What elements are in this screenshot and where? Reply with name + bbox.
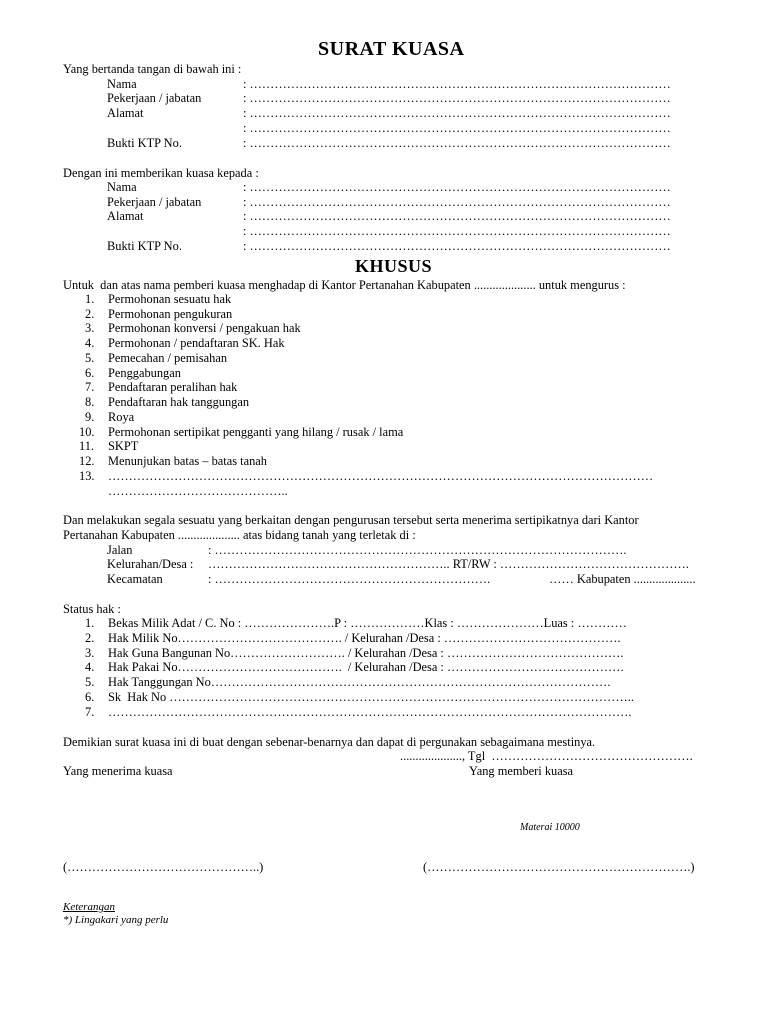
penerima-alamat-label: Alamat [107, 209, 144, 223]
khusus-intro: Untuk dan atas nama pemberi kuasa menghadap di Kantor Pertanahan Kabupaten .................... untuk mengurus : [63, 278, 626, 292]
penerima-nama-value: : ………………………………………………………………………………………… [243, 180, 671, 194]
list-item: Bekas Milik Adat / C. No : ………………….P : ………………Klas : …………………Luas : ………… [108, 616, 627, 630]
list-item: Hak Tanggungan No……………………………………………………………………………………. [108, 675, 611, 689]
list-item: Permohonan sertipikat pengganti yang hilang / rusak / lama [108, 425, 404, 439]
list-item: Pendaftaran peralihan hak [108, 380, 238, 394]
pemberi-pekerjaan-value: : ………………………………………………………………………………………… [243, 91, 671, 105]
lokasi-line1: Dan melakukan segala sesuatu yang berkaitan dengan pengurusan tersebut serta menerima sertipikatnya dari Kantor [63, 513, 639, 527]
list-item: Permohonan sesuatu hak [108, 292, 232, 306]
page-title: SURAT KUASA [318, 38, 465, 60]
list-item-num: 8. [85, 395, 95, 409]
list-item-num: 9. [85, 410, 95, 424]
list-item: …………………………………………………………………………………………………………………… [108, 469, 654, 483]
list-item-num: 4. [85, 336, 95, 350]
penerima-alamat-value: : ………………………………………………………………………………………… [243, 209, 671, 223]
kecamatan-value: : …………………………………………………………. [208, 572, 491, 586]
keterangan-label: Keterangan [63, 901, 115, 913]
pemberi-sign-label: Yang memberi kuasa [469, 764, 574, 778]
signature-left: (………………………………………..) [63, 860, 264, 874]
penerima-ktp-value: : ………………………………………………………………………………………… [243, 239, 671, 253]
list-item: Roya [108, 410, 135, 424]
penerima-sign-label: Yang menerima kuasa [63, 764, 173, 778]
list-item: Permohonan konversi / pengakuan hak [108, 321, 301, 335]
penerima-alamat2-value: : ………………………………………………………………………………………… [243, 224, 671, 238]
list-item: SKPT [108, 439, 139, 453]
list-item-num: 10. [79, 425, 95, 439]
list-item: Penggabungan [108, 366, 181, 380]
list-item-num: 7. [85, 705, 95, 719]
lokasi-line2: Pertanahan Kabupaten .................... atas bidang tanah yang terletak di : [63, 528, 416, 542]
list-item: Hak Milik No…………………………………. / Kelurahan /Desa : ……………………………………. [108, 631, 621, 645]
list-item-num: 5. [85, 351, 95, 365]
kecamatan-label: Kecamatan [107, 572, 163, 586]
jalan-label: Jalan [107, 543, 133, 557]
materai-label: Materai 10000 [520, 822, 580, 833]
pemberi-alamat-value: : ………………………………………………………………………………………… [243, 106, 671, 120]
list-item-num: 3. [85, 321, 95, 335]
pemberi-ktp-label: Bukti KTP No. [107, 136, 182, 150]
list-item-num: 2. [85, 631, 95, 645]
khusus-heading: KHUSUS [355, 256, 433, 276]
list-item: Sk Hak No ………………………………………………………………………………………………….. [108, 690, 634, 704]
list-item-num: 12. [79, 454, 95, 468]
list-item-num: 11. [79, 439, 95, 453]
list-item: Pemecahan / pemisahan [108, 351, 228, 365]
list-item: Menunjukan batas – batas tanah [108, 454, 267, 468]
pemberi-nama-label: Nama [107, 77, 137, 91]
penerima-ktp-label: Bukti KTP No. [107, 239, 182, 253]
pemberi-ktp-value: : ………………………………………………………………………………………… [243, 136, 671, 150]
pemberi-nama-value: : ………………………………………………………………………………………… [243, 77, 671, 91]
list-item-num: 5. [85, 675, 95, 689]
list-item-num: 13. [79, 469, 95, 483]
list-item: Permohonan / pendaftaran SK. Hak [108, 336, 285, 350]
list-item: Hak Pakai No…………………………………. / Kelurahan /Desa : ……………………………………. [108, 660, 624, 674]
date-line: ...................., Tgl …………………………………………. [400, 749, 693, 763]
penerima-nama-label: Nama [107, 180, 137, 194]
closing-statement: Demikian surat kuasa ini di buat dengan sebenar-benarnya dan dapat di pergunakan sebagaimana mestinya. [63, 735, 596, 749]
pemberi-pekerjaan-label: Pekerjaan / jabatan [107, 91, 202, 105]
kelurahan-label: Kelurahan/Desa : [107, 557, 194, 571]
list-item-num: 7. [85, 380, 95, 394]
list-item-num: 4. [85, 660, 95, 674]
list-item: ………………………………………………………………………………………………………………. [108, 705, 632, 719]
list-item-num: 3. [85, 646, 95, 660]
pemberi-intro: Yang bertanda tangan di bawah ini : [63, 62, 242, 76]
kelurahan-value: ………………………………………………….. RT/RW : ………………………………………. [208, 557, 689, 571]
penerima-pekerjaan-label: Pekerjaan / jabatan [107, 195, 202, 209]
signature-right: (……………………………………………………….) [423, 860, 695, 874]
pemberi-alamat2-value: : ………………………………………………………………………………………… [243, 121, 671, 135]
list-item: Permohonan pengukuran [108, 307, 233, 321]
penerima-intro: Dengan ini memberikan kuasa kepada : [63, 166, 259, 180]
keterangan-note: *) Lingakari yang perlu [63, 914, 169, 926]
list-item-num: 2. [85, 307, 95, 321]
kabupaten-value: …… Kabupaten .................... [549, 572, 696, 586]
penerima-pekerjaan-value: : ………………………………………………………………………………………… [243, 195, 671, 209]
list-item: Pendaftaran hak tanggungan [108, 395, 250, 409]
list-item-num: 1. [85, 616, 95, 630]
list-item-num: 6. [85, 690, 95, 704]
jalan-value: : ………………………………………………………………………………………. [208, 543, 627, 557]
list-item-num: 1. [85, 292, 95, 306]
status-heading: Status hak : [63, 602, 121, 616]
list-item-num: 6. [85, 366, 95, 380]
list-item: Hak Guna Bangunan No………………………. / Kelurahan /Desa : ……………………………………. [108, 646, 624, 660]
pemberi-alamat-label: Alamat [107, 106, 144, 120]
list-item-cont: …………………………………….. [108, 484, 288, 498]
